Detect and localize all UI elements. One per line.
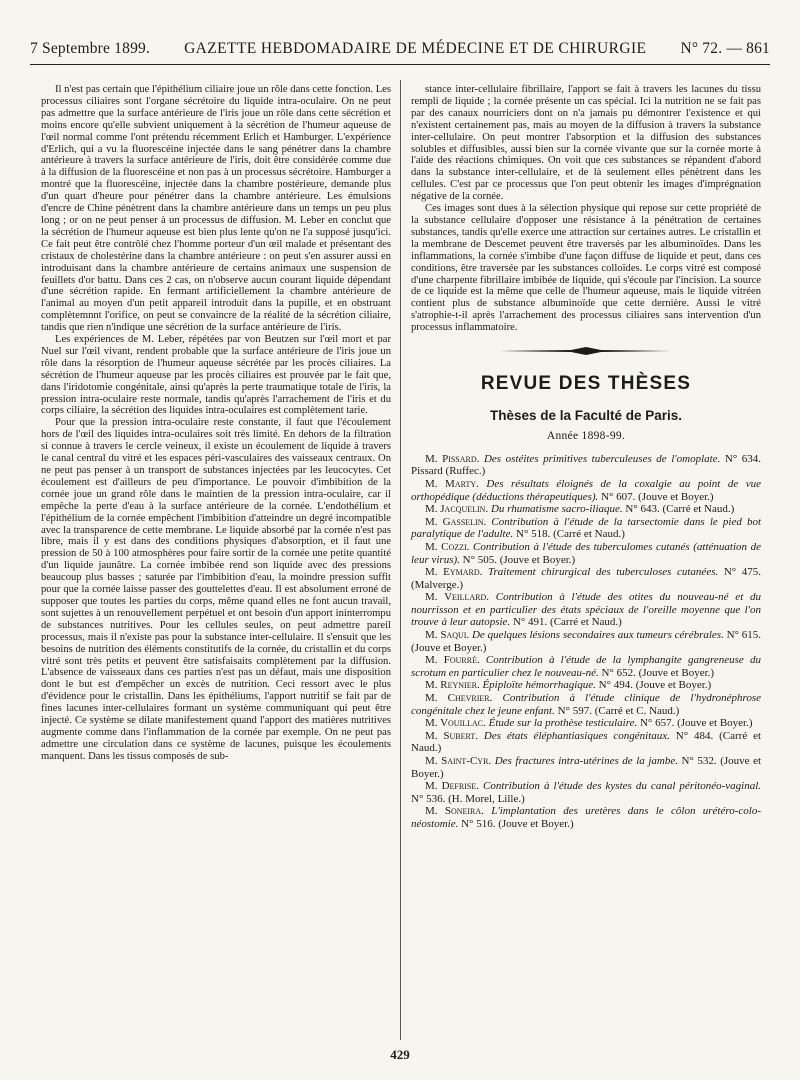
thesis-entry (411, 805, 761, 830)
thesis-details: N° 518. (Carré et Naud.) (516, 528, 625, 541)
paragraph: Ces images sont dues à la sélection physique qui repose sur cette propriété de la substance cellulaire d'opposer une résistance à la pénétration de certaines substances, tandis qu'elle exerce une attraction sur certaines autres. Le cristallin et la membrane de Descemet peuvent être traversés par les albuminoïdes. Dans les inflammations, la cornée s'imbibe d'une façon diffuse de liquide et peut, dans ces conditions, être traversée par les substances colloïdes. Le corps vitré est composé d'une charpente fibrillaire imbibée de liquide, qui s'écoule par l'incision. La source de ce liquide est la même que celle de l'humeur aqueuse, mais le liquide vitréen contient plus de substance albuminoïde que cette dernière. Aussi le vitré s'atrophie-t-il après l'arrachement des processus ciliaires sans intervention d'un processus inflammatoire. (411, 203, 761, 334)
thesis-title: Contribution à l'étude des tuberculomes cutanés (atténuation de leur virus). (411, 540, 761, 566)
paragraph: Les expériences de M. Leber, répétées par von Beutzen sur l'œil mort et par Nuel sur l'œil vivant, rendent probable que la surface antérieure de l'iris joue un rôle dans la résorption de l'humeur aqueuse sécrétée par les procès ciliaires. La sécrétion de l'humeur aqueuse par les procès ciliaires est prouvée par le fait que, dans l'iridotomie congénitale, ainsi qu'après la perte traumatique totale de l'iris, la pression intra-oculaire reste normale, tandis qu'après l'arrachement de l'iris et du corps ciliaire, la sécrétion des liquides intra-oculaires est complètement tarie. (41, 334, 391, 417)
thesis-details: N° 607. (Jouve et Boyer.) (601, 490, 714, 503)
thesis-title: Des résultats éloignés de la coxalgie au point de vue orthopédique (déductions thérapeutiques). (411, 477, 762, 503)
thesis-title: Des états éléphantiasiques congénitaux. (483, 729, 670, 742)
thesis-entry (411, 478, 761, 503)
thesis-title: Étude sur la prothèse testiculaire. (488, 717, 638, 730)
thesis-details: N° 536. (H. Morel, Lille.) (411, 792, 525, 805)
thesis-author: M. Chevrier. (425, 692, 493, 705)
thesis-entry (411, 566, 761, 591)
thesis-details: N° 652. (Jouve et Boyer.) (601, 666, 715, 679)
issue-number: N° 72. — 861 (680, 40, 770, 57)
thesis-details: N° 475. (Malverge.) (411, 566, 762, 591)
theses-list (411, 453, 761, 831)
thesis-entry (411, 453, 761, 478)
thesis-details: N° 494. (Jouve et Boyer.) (598, 679, 712, 692)
thesis-title: Épiploïte hémorrhagique. (482, 679, 596, 692)
thesis-entry (411, 516, 761, 541)
ornamental-separator (501, 346, 671, 356)
paragraph: stance inter-cellulaire fibrillaire, l'apport se fait à travers les lacunes du tissu rempli de liquide ; la cornée présente un cas spécial. Ici la nutrition ne se fait pas par des canaux nourriciers dont on n'a jamais pu démontrer l'existence et qui n'existent certainement pas, mais au moyen de la diffusion à travers la substance inter-cellulaire. On peut montrer l'absorption et la diffusion des substances solubles et diffusibles, aussi bien sur la cornée vivante que sur la cornée morte à l'aide des réactions chimiques. On voit que ces substances se répandent d'abord dans la substance inter-cellulaire, et de là seulement elles pénètrent dans les cellules. C'est par ce processus que l'on peut obtenir les images d'imprégnation négative de la cornée. (411, 84, 761, 203)
issue-date: 7 Septembre 1899. (30, 40, 151, 57)
thesis-author: M. Defrise. (425, 780, 479, 793)
thesis-details: N° 516. (Jouve et Boyer.) (461, 817, 574, 830)
thesis-title: Traitement chirurgical des tuberculoses cutanées. (488, 566, 719, 579)
thesis-title: Contribution à l'étude clinique de l'hydronéphrose congénitale chez le jeune enfant. (411, 692, 761, 717)
thesis-entry (411, 730, 761, 755)
thesis-entry (411, 755, 761, 780)
thesis-author: M. Vouillac. (425, 717, 486, 730)
column-divider (400, 80, 401, 1040)
thesis-entry (411, 541, 761, 566)
thesis-details: N° 634. Pissard (Ruffec.) (411, 452, 762, 478)
thesis-author: M. Cozzi. (425, 540, 470, 553)
thesis-details: N° 505. (Jouve et Boyer.) (462, 553, 576, 566)
thesis-details: N° 643. (Carré et Naud.) (625, 503, 735, 516)
thesis-author: M. Fourré. (425, 654, 480, 667)
thesis-title: L'implantation des uretères dans le côlon urétéro-colo-néostomie. (411, 805, 762, 830)
thesis-title: Des ostéites primitives tuberculeuses de l'omoplate. (483, 452, 721, 465)
thesis-author: M. Eymard. (425, 566, 483, 579)
thesis-author: M. Reynier. (425, 679, 480, 692)
thesis-entry (411, 654, 761, 679)
thesis-entry (411, 679, 761, 692)
thesis-details: N° 491. (Carré et Naud.) (512, 616, 622, 629)
thesis-details: N° 484. (Carré et Naud.) (411, 729, 762, 755)
thesis-title: Des fractures intra-utérines de la jambe. (494, 755, 678, 767)
academic-year: Année 1898-99. (546, 429, 626, 442)
thesis-author: M. Saint-Cyr. (425, 755, 492, 767)
thesis-title: Contribution à l'étude des kystes du canal péritonéo-vaginal. (483, 780, 761, 793)
thesis-title: Contribution à l'étude de la lymphangite gangreneuse du scrotum en particulier chez le nouveau-né. (411, 654, 762, 679)
thesis-entry (411, 780, 761, 805)
thesis-entry (411, 692, 761, 717)
thesis-author: M. Saqui. (425, 629, 470, 642)
running-header (30, 40, 770, 65)
paragraph: Il n'est pas certain que l'épithélium ciliaire joue un rôle dans cette fonction. Les processus ciliaires sont l'organe sécrétoire du liquide intra-oculaire. On ne peut pas admettre que la surface antérieure de l'iris joue un rôle dans cette sécrétion et moins encore qu'elle subvient uniquement à la sécrétion de l'humeur aqueuse de l'œil normal comme l'ont prétendu récemment Erlich et Hamburger. L'expérience d'Erlich, qui a vu la fluorescéine injectée dans le sang pénétrer dans la chambre antérieure à travers la surface antérieure de l'iris, doit être considérée comme due à la diffusion de la fluorescéine et non pas à un processus sécrétoire. Hamburger a montré que la fluorescéine, injectée dans la chambre postérieure, demande plus d'un quart d'heure pour pénétrer dans la chambre antérieure. Les émulsions d'encre de Chine pénètrent dans la chambre antérieure dans un temps un peu plus long ; or on ne peut penser à un processus de diffusion. M. Leber en conclut que la sécrétion de l'humeur aqueuse est bien plus lente qu'on ne l'a supposé jusqu'ici. Ce fait peut être contrôlé chez l'homme porteur d'un œil malade et présentant des cristaux de cholestérine dans la chambre antérieure : on peut s'en assurer aussi en introduisant dans la chambre antérieure de certains animaux une suspension de feuillets d'or battu. Dans ces 2 cas, on n'observe aucun courant liquide dépendant d'une sécrétion rapide. En fermant artificiellement la chambre antérieure de l'animal au moyen d'un petit appareil introduit dans la pupille, et en obstruant complètemnnt l'orifice, on peut se convaincre de la réalité de la sécrétion ciliaire, tandis que rien n'indique une sécrétion de la surface antérieure de l'iris. (41, 84, 391, 334)
thesis-author: M. Gasselin. (425, 515, 487, 528)
thesis-entry (411, 717, 761, 730)
thesis-details: N° 597. (Carré et C. Naud.) (557, 704, 680, 717)
thesis-entry (411, 503, 761, 516)
thesis-details: N° 532. (Jouve et Boyer.) (411, 755, 762, 780)
section-title: REVUE DES THÈSES (480, 373, 692, 395)
thesis-title: Contribution à l'étude des otites du nouveau-né et du nourrisson et en particulier des états spéciaux de l'oreille moyenne que l'on trouve à leur autopsie. (411, 591, 761, 629)
thesis-entry (411, 591, 761, 629)
left-column (41, 84, 391, 763)
thesis-title: De quelques lésions secondaires aux tumeurs cérébrales. (471, 629, 724, 642)
thesis-entry (411, 629, 761, 654)
thesis-details: N° 615. (Jouve et Boyer.) (411, 629, 762, 654)
thesis-details: N° 657. (Jouve et Boyer.) (639, 717, 753, 730)
thesis-author: M. Marty. (425, 477, 479, 490)
section-subtitle: Thèses de la Faculté de Paris. (489, 407, 683, 423)
thesis-author: M. Jacquelin. (425, 503, 489, 516)
thesis-author: M. Soneira. (425, 805, 484, 818)
thesis-author: M. Subert. (425, 729, 479, 742)
thesis-title: Du rhumatisme sacro-iliaque. (490, 503, 623, 516)
page-number: 429 (390, 1047, 410, 1062)
thesis-author: M. Veillard. (425, 591, 489, 604)
paragraph: Pour que la pression intra-oculaire reste constante, il faut que l'écoulement hors de l'œil des liquides intra-oculaires soit très limité. En dehors de la filtration si connue à travers le cercle veineux, il existe un écoulement de liquide à travers le canal central du vitré et les espaces péri-vasculaires des vaisseaux centraux. On ne peut pas penser à un transport de substances injectées par les leucocytes. Cet écoulement est d'ailleurs de peu d'importance. Le pouvoir d'imbibition de la cornée joue un grand rôle dans le maintien de la pression intra-oculaire, car il empêche la perte d'eau à la surface antérieure de la cornée. L'endothélium et l'épithélium de la cornée empêchent l'imbibition d'atteindre un degré incompatible avec la transparence de cette membrane. Le liquide absorbé par la cornée n'est pas libre, mais il y est dans des conditions physiques d'absorption, et il faut une pression de 50 à 100 atmosphères pour faire sortir de la cornée une petite quantité d'un liquide jaunâtre. La cornée imbibée rend son liquide avec des pressions beaucoup plus basses ; saturée par l'imbibition d'eau, la moindre pression suffit pour que la cornée laisse passer des gouttelettes d'eau. Il est absolument erroné de supposer que toutes les parties du corps, même quand elles ne font aucun travail, sont sujettes à un renouvellement perpétuel et ont besoin d'un apport ininterrompu de substances nutritives. Pour les cellules seules, on peut admettre pareil processus, mais il n'existe pas pour la substance inter-cellulaire. Il s'ensuit que les besoins de nutrition des éléments constitutifs de la cornée, du cristallin et du corps vitré sont très petits et peuvent être satisfaisaits complètement par la diffusion. L'absence de vaisseaux dans ces parties n'est pas un défaut, mais une disposition dont le but est d'empêcher un excès de nutrition. Ceci ressort avec le plus d'évidence pour le cristallin. Dans les épithéliums, l'apport nutritif se fait par de fines lacunes inter-cellulaires formant un système communiquant qui peut être injecté. Ce système se dilate manifestement quand l'apport des matières nutritives augmente comme dans l'inflammation de la cornée par exemple. On ne peut pas admettre une circulation dans ce système de lacunes, puisque les écoulements manquent. Dans les tissus composés de sub- (41, 417, 391, 762)
right-column (411, 84, 761, 831)
thesis-author: M. Pissard. (425, 452, 480, 465)
thesis-title: Contribution à l'étude de la tarsectomie dans le pied bot paralytique de l'adulte. (411, 515, 762, 541)
journal-title: GAZETTE HEBDOMADAIRE DE MÉDECINE ET DE CHIRURGIE (184, 40, 647, 57)
